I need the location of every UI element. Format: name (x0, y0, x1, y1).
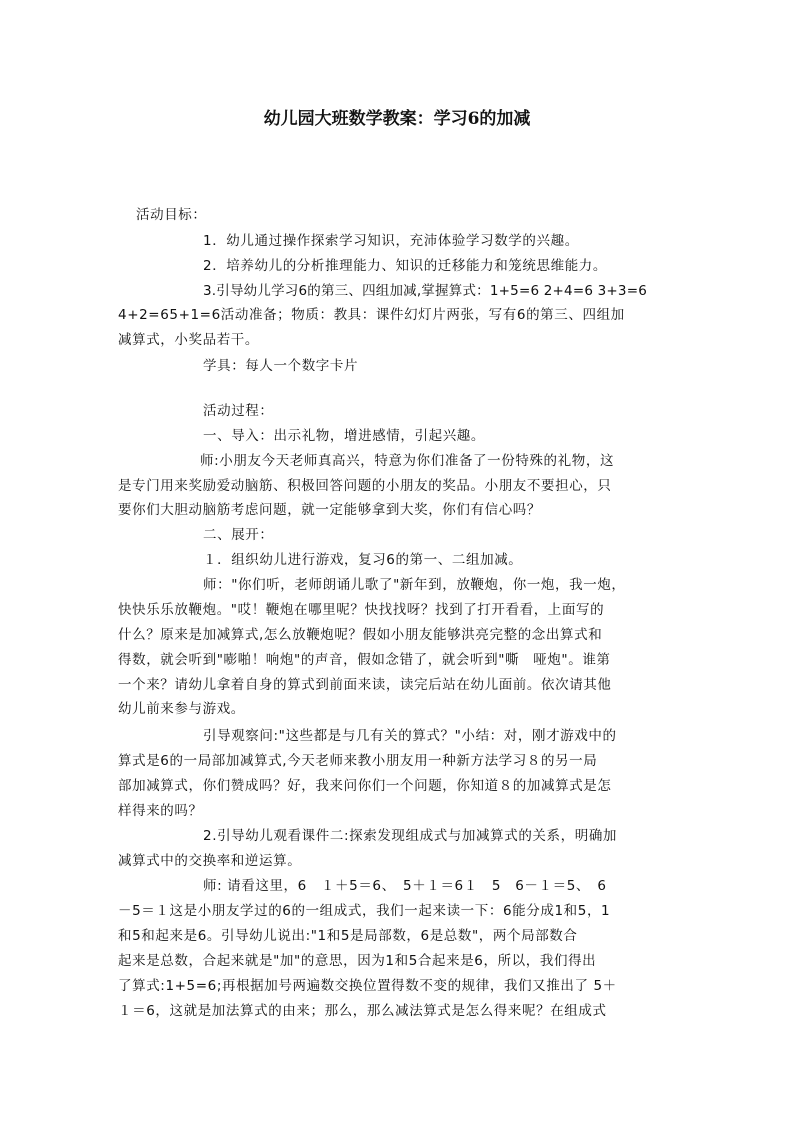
text-line: 和5和起来是6。引导幼儿说出:"1和5是局部数，6是总数"，两个局部数合 (118, 928, 578, 944)
text-line: 得数，就会听到"嘭啪！响炮"的声音，假如念错了，就会听到"嘶 哑炮"。谁第 (118, 652, 611, 668)
text-line: 幼儿前来参与游戏。 (118, 701, 245, 717)
text-line: 一、导入：出示礼物，增进感情，引起兴趣。 (203, 428, 485, 444)
text-line: 2.引导幼儿观看课件二:探索发现组成式与加减算式的关系，明确加 (203, 828, 618, 844)
text-line: 师: 请看这里，6 １＋5＝6、 5＋１＝6１ 5 6－１＝5、 6 (203, 878, 607, 894)
text-line: 师："你们听，老师朗诵儿歌了"新年到，放鞭炮，你一炮，我一炮， (203, 577, 626, 593)
document-title: 幼儿园大班数学教案：学习6的加减 (263, 109, 531, 129)
text-line: －5＝１这是小朋友学过的6的一组成式，我们一起来读一下：6能分成1和5，1 (118, 903, 611, 919)
text-line: 4+2=65+1=6活动准备；物质：教具：课件幻灯片两张，写有6的第三、四组加 (118, 307, 625, 323)
text-line: 学具：每人一个数字卡片 (203, 358, 359, 374)
text-line: 3.引导幼儿学习6的第三、四组加减,掌握算式：1+5=6 2+4=6 3+3=6 (203, 283, 648, 299)
text-line: 起来是总数，合起来就是"加"的意思，因为1和5合起来是6，所以，我们得出 (118, 953, 597, 969)
text-line: １＝6，这就是加法算式的由来；那么，那么减法算式是怎么得来呢？在组成式 (118, 1003, 607, 1019)
text-line: 活动过程： (203, 403, 274, 419)
text-line: 引导观察问:"这些都是与几有关的算式？"小结：对，刚才游戏中的 (203, 728, 617, 744)
text-line: 2．培养幼儿的分析推理能力、知识的迁移能力和笼统思维能力。 (203, 258, 607, 274)
text-line: 1．幼儿通过操作探索学习知识，充沛体验学习数学的兴趣。 (203, 233, 579, 249)
text-line: 减算式中的交换率和逆运算。 (118, 853, 302, 869)
text-line: 算式是6的一局部加减算式,今天老师来教小朋友用一种新方法学习８的另一局 (118, 753, 598, 769)
text-line: 样得来的吗？ (118, 803, 203, 819)
text-line: 要你们大胆动脑筋考虑问题，就一定能够拿到大奖，你们有信心吗？ (118, 502, 541, 518)
text-line: 是专门用来奖励爱动脑筋、积极回答问题的小朋友的奖品。小朋友不要担心，只 (118, 478, 612, 494)
text-line: 部加减算式，你们赞成吗？好，我来问你们一个问题，你知道８的加减算式是怎 (118, 778, 612, 794)
text-line: 一个来？请幼儿拿着自身的算式到前面来读，读完后站在幼儿面前。依次请其他 (118, 677, 612, 693)
text-line: 什么？原来是加减算式,怎么放鞭炮呢？假如小朋友能够洪亮完整的念出算式和 (118, 627, 603, 643)
text-line: １．组织幼儿进行游戏，复习6的第一、二组加减。 (203, 552, 523, 568)
text-line: 活动目标： (136, 207, 207, 223)
text-line: 二、展开： (203, 527, 274, 543)
text-line: 快快乐乐放鞭炮。"哎！鞭炮在哪里呢？快找找呀？找到了打开看看，上面写的 (118, 602, 605, 618)
text-line: 了算式:1+5=6;再根据加号两遍数交换位置得数不变的规律，我们又推出了 5＋ (118, 978, 617, 994)
text-line: 师:小朋友今天老师真高兴，特意为你们准备了一份特殊的礼物，这 (200, 453, 615, 469)
text-line: 减算式，小奖品若干。 (118, 332, 259, 348)
